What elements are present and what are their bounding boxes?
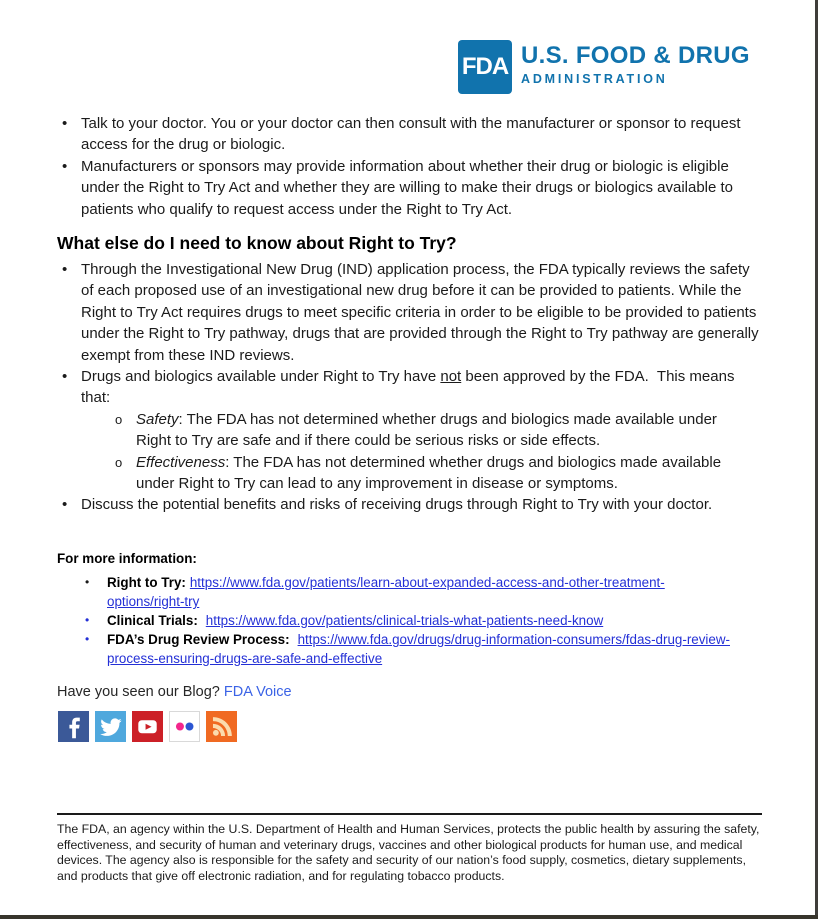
social-links	[58, 711, 243, 742]
url-line-2: process-ensuring-drugs-are-safe-and-effective	[107, 651, 383, 666]
list-item	[113, 409, 771, 452]
list-item	[83, 573, 771, 611]
fda-logo-subtitle: ADMINISTRATION	[521, 72, 668, 86]
know-bullet-list	[57, 259, 771, 516]
link-label: Clinical Trials:	[107, 613, 198, 628]
bullet-text: Discuss the potential benefits and risks of receiving drugs through Right to Try with your doctor.	[81, 496, 713, 514]
circle-bullet-icon: o	[115, 454, 123, 470]
fda-logo	[458, 40, 750, 94]
rss-icon[interactable]	[206, 711, 237, 742]
footer-divider	[57, 813, 762, 815]
bullet-icon: •	[62, 261, 68, 278]
underlined-word: not	[440, 368, 462, 386]
url-line-1: https://www.fda.gov/drugs/drug-information-consumers/fdas-drug-review-	[297, 632, 730, 647]
bullet-text	[81, 366, 761, 409]
youtube-icon[interactable]	[132, 711, 163, 742]
circle-bullet-icon: o	[115, 411, 123, 427]
bullet-icon: •	[85, 613, 90, 627]
more-info-link-list	[57, 573, 771, 668]
bullet-icon: •	[62, 368, 68, 386]
sub-bullet-body: : The FDA has not determined whether drugs and biologics made available under Right to Try are safe and if there could be serious risks or side effects.	[136, 410, 722, 450]
url-line-1: https://www.fda.gov/patients/clinical-trials-what-patients-need-know	[205, 613, 604, 628]
fda-logo-text	[521, 40, 750, 86]
blog-question-text: Have you seen our Blog?	[57, 684, 220, 700]
list-item	[57, 113, 771, 156]
fda-logo-icon: FDA	[458, 40, 512, 94]
link-label: Right to Try:	[107, 575, 186, 590]
bullet-icon: •	[85, 632, 90, 646]
fda-logo-title: U.S. FOOD & DRUG	[521, 42, 750, 69]
list-item	[113, 452, 771, 495]
link-row	[107, 630, 747, 668]
url-line-1: https://www.fda.gov/patients/learn-about-expanded-access-and-other-treatment-	[189, 575, 665, 590]
link-fda-voice[interactable]: FDA Voice	[223, 684, 292, 700]
blog-line	[57, 684, 292, 700]
desktop-strip-bottom	[0, 915, 818, 919]
sub-bullet-list	[113, 409, 771, 495]
link-label: FDA’s Drug Review Process:	[107, 632, 290, 647]
section-heading: What else do I need to know about Right to Try?	[57, 233, 457, 253]
link-row	[107, 611, 747, 630]
sub-bullet-text	[136, 409, 736, 452]
twitter-icon[interactable]	[95, 711, 126, 742]
text-after-underline: been approved by the FDA. This means that:	[81, 368, 739, 407]
flickr-icon[interactable]	[169, 711, 200, 742]
more-info-heading: For more information:	[57, 551, 197, 566]
text-before-underline: Drugs and biologics available under Right to Try have	[81, 368, 441, 386]
bullet-text: Manufacturers or sponsors may provide information about whether their drug or biologic is eligible under the Right to Try Act and whether they are willing to make their drugs or biologics available to patients who qualify to request access under the Right to Try Act.	[81, 157, 738, 218]
bullet-icon: •	[62, 157, 68, 175]
intro-bullet-list	[57, 113, 771, 220]
list-item	[57, 156, 771, 220]
url-line-2: options/right-try	[107, 594, 200, 609]
footer-boilerplate-text: The FDA, an agency within the U.S. Department of Health and Human Services, protects the public health by assuring the safety, effectiveness, and security of human and veterinary drugs, vaccines and other biological products for human use, and medical devices. The agency also is responsible for the safety and security of our nation’s food supply, cosmetics, dietary supplements, and products that give off electronic radiation, and for regulating tobacco products.	[57, 822, 763, 883]
bullet-text: Talk to your doctor. You or your doctor can then consult with the manufacturer or sponsor to request access for the drug or biologic.	[81, 115, 745, 154]
list-item	[57, 494, 771, 515]
list-item	[83, 630, 771, 668]
list-item	[57, 366, 771, 409]
bullet-icon: •	[85, 575, 90, 589]
link-row	[107, 573, 747, 611]
italic-label: Effectiveness	[136, 453, 226, 471]
sub-bullet-text	[136, 452, 736, 495]
bullet-text: Through the Investigational New Drug (IND) application process, the FDA typically reviews the safety of each proposed use of an investigational new drug before it can be provided to patients. While the Right to Try Act requires drugs to meet specific criteria in order to be eligible to be provided to patients under the Right to Try pathway, drugs that are provided through the Right to Try pathway are generally exempt from these IND reviews.	[81, 261, 763, 364]
link-right-to-try[interactable]	[107, 575, 665, 609]
bullet-icon: •	[62, 115, 68, 132]
facebook-icon[interactable]	[58, 711, 89, 742]
list-item	[83, 611, 771, 630]
link-clinical-trials[interactable]	[206, 613, 603, 628]
more-info-section	[57, 549, 771, 668]
sub-bullet-body: : The FDA has not determined whether drugs and biologics made available under Right to Try can lead to any improvement in disease or symptoms.	[136, 453, 726, 493]
italic-label: Safety	[136, 410, 179, 428]
bullet-icon: •	[62, 496, 68, 514]
list-item	[57, 259, 771, 366]
